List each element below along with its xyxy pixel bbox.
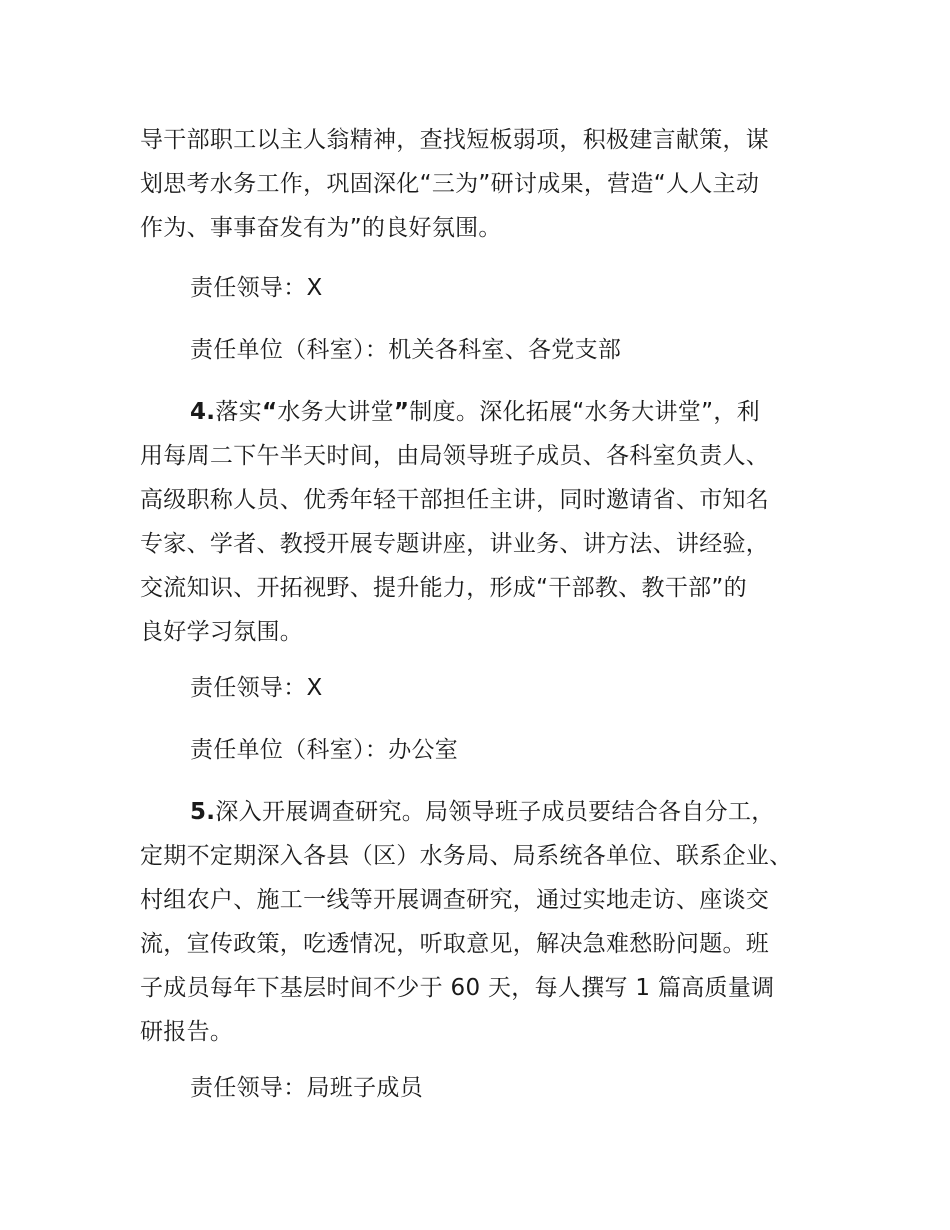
responsible-leader-2: 责任领导：X (190, 675, 323, 701)
paragraph-line: 作为、事事奋发有为”的良好氛围。 (140, 215, 502, 241)
paragraph-line: 专家、学者、教授开展专题讲座，讲业务、讲方法、讲经验， (140, 531, 770, 557)
item-4-quote-close: ” (393, 399, 410, 425)
item-4-number: 4. (190, 399, 216, 425)
item-5-first-line-rest: 深入开展调查研究。局领导班子成员要结合各自分工， (215, 799, 775, 825)
paragraph-intro (140, 118, 830, 250)
responsible-leader-1: 责任领导：X (190, 275, 323, 301)
item-4-title-prefix: 落实 (215, 399, 262, 425)
item-4-heading-line (140, 390, 830, 434)
paragraph-line: 研报告。 (140, 1019, 234, 1045)
responsible-leader-3: 责任领导：局班子成员 (190, 1075, 423, 1101)
paragraph-line: 村组农户、施工一线等开展调查研究，通过实地走访、座谈交 (140, 887, 770, 913)
responsible-unit-2: 责任单位（科室）：办公室 (190, 737, 459, 763)
item-4-first-line-rest: 制度。深化拓展“水务大讲堂”，利 (409, 399, 760, 425)
item-5-number: 5. (190, 799, 216, 825)
item-4-title-quoted: 水务大讲堂 (277, 399, 394, 425)
paragraph-item-4 (140, 390, 830, 654)
paragraph-item-5 (140, 790, 830, 1054)
paragraph-line: 定期不定期深入各县（区）水务局、局系统各单位、联系企业、 (140, 843, 793, 869)
paragraph-line: 用每周二下午半天时间，由局领导班子成员、各科室负责人、 (140, 443, 770, 469)
paragraph-line: 子成员每年下基层时间不少于 60 天，每人撰写 1 篇高质量调 (140, 975, 775, 1001)
item-4-quote-open: “ (261, 399, 278, 425)
paragraph-line: 良好学习氛围。 (140, 619, 304, 645)
item-5-heading-line (140, 790, 830, 834)
paragraph-line: 交流知识、开拓视野、提升能力，形成“干部教、教干部”的 (140, 575, 747, 601)
responsible-unit-1: 责任单位（科室）：机关各科室、各党支部 (190, 337, 622, 363)
paragraph-line: 高级职称人员、优秀年轻干部担任主讲，同时邀请省、市知名 (140, 487, 770, 513)
paragraph-line: 划思考水务工作，巩固深化“三为”研讨成果，营造“人人主动 (140, 171, 760, 197)
paragraph-line: 导干部职工以主人翁精神，查找短板弱项，积极建言献策，谋 (140, 127, 770, 153)
paragraph-line: 流，宣传政策，吃透情况，听取意见，解决急难愁盼问题。班 (140, 931, 770, 957)
